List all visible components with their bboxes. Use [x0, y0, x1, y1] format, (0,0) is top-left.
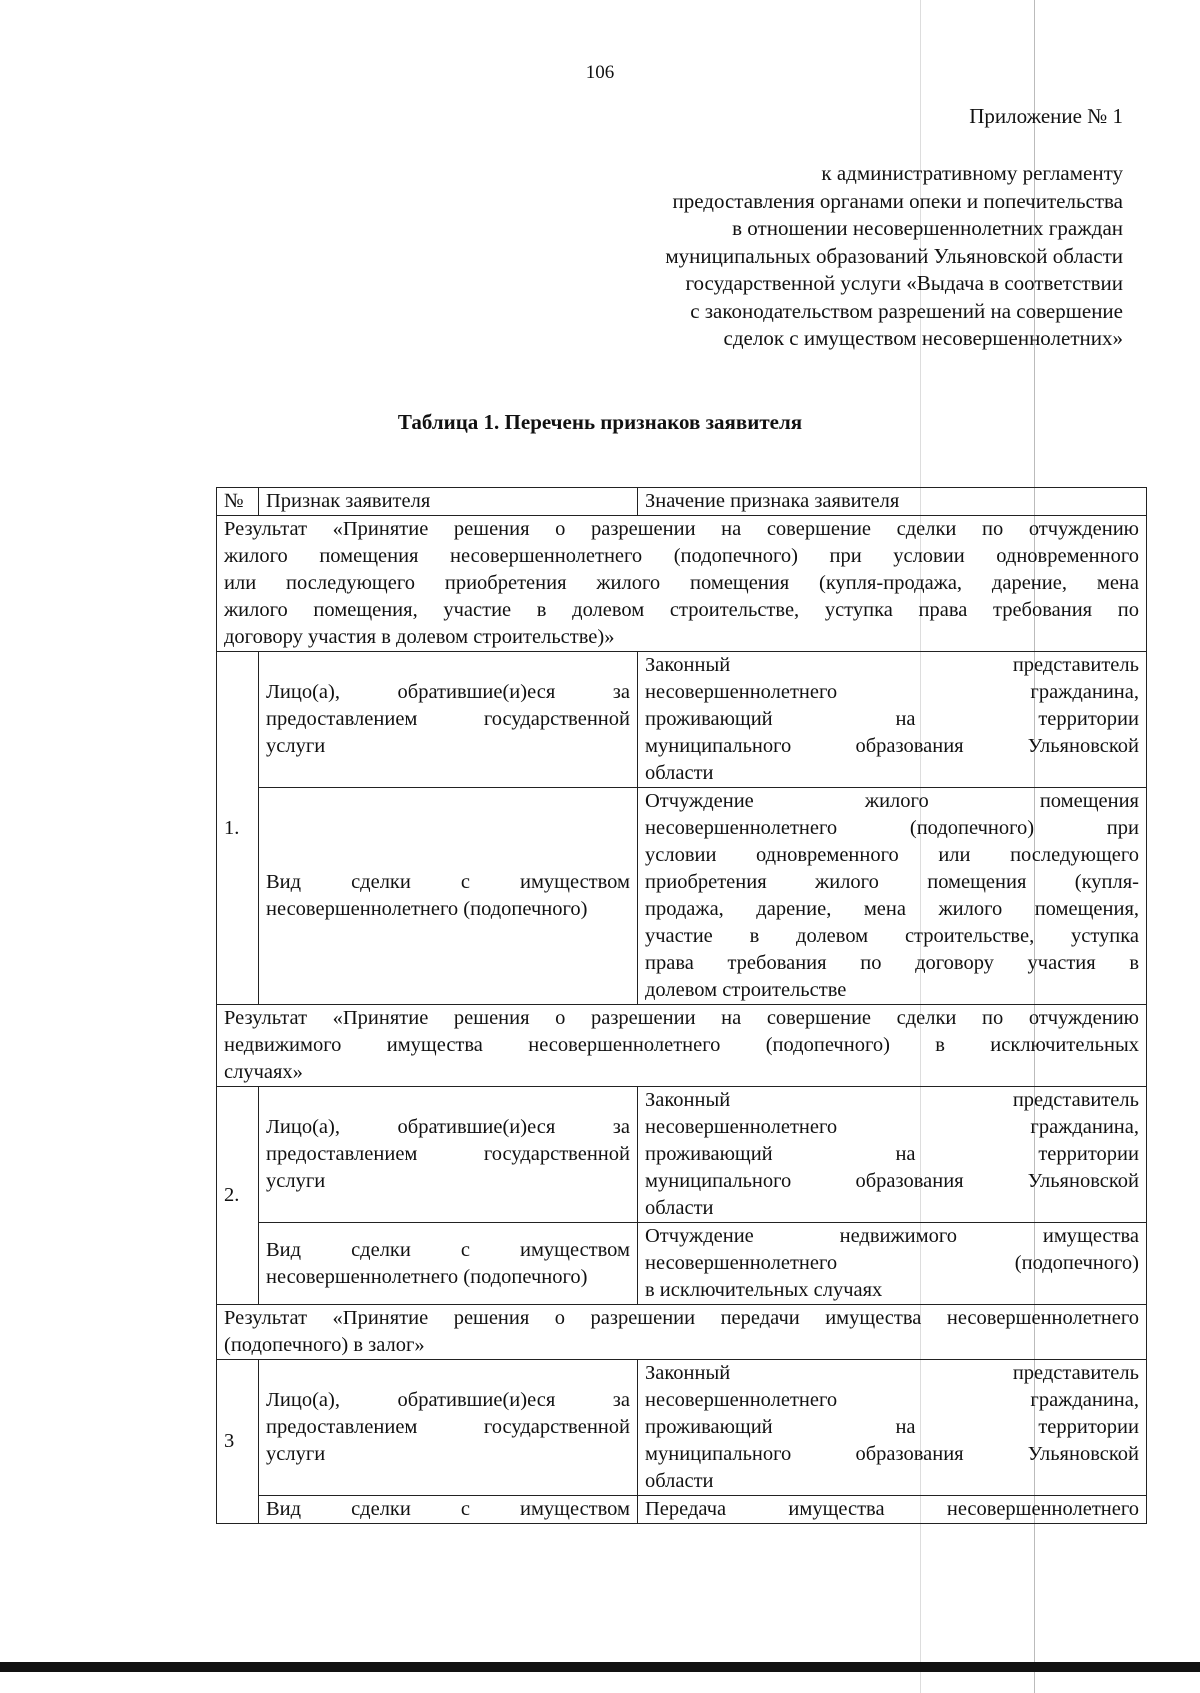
value-line: долевом строительстве [645, 979, 847, 1001]
value-line: Законный представитель [645, 1089, 1139, 1111]
value-cell [638, 1360, 1147, 1496]
value-cell [638, 1087, 1147, 1223]
result-line: жилого помещения несовершеннолетнего (подопечного) при условии одновременного [224, 545, 1139, 567]
value-cell [638, 1223, 1147, 1305]
attribute-cell: Лицо(а), обратившие(и)еся за предоставлением государственной услуги [259, 652, 638, 788]
table-title: Таблица 1. Перечень признаков заявителя [397, 410, 803, 434]
value-line: приобретения жилого помещения (купля- [645, 871, 1139, 893]
scan-border [0, 1662, 1200, 1672]
value-line: Передача имущества несовершеннолетнего [645, 1498, 1139, 1520]
value-line: проживающий на территории [645, 1416, 1139, 1438]
value-line: муниципального образования Ульяновской [645, 1170, 1139, 1192]
result-line: (подопечного) в залог» [224, 1334, 425, 1356]
applicant-attributes-table [216, 487, 1147, 1524]
table-row [217, 1223, 1147, 1305]
value-line: несовершеннолетнего гражданина, [645, 1116, 1139, 1138]
value-cell [638, 788, 1147, 1005]
value-line: муниципального образования Ульяновской [645, 735, 1139, 757]
value-line: несовершеннолетнего гражданина, [645, 681, 1139, 703]
value-line: проживающий на территории [645, 708, 1139, 730]
appendix-subtitle [665, 160, 1123, 353]
value-line: несовершеннолетнего (подопечного) при [645, 817, 1139, 839]
value-line: области [645, 1197, 714, 1219]
appendix-subtitle-line: сделок с имуществом несовершеннолетних» [723, 326, 1123, 350]
appendix-subtitle-line: в отношении несовершеннолетних граждан [732, 216, 1123, 240]
row-number: 1. [217, 652, 259, 1005]
attribute-cell [259, 1496, 638, 1524]
attribute-line: Вид сделки с имуществом [266, 1498, 630, 1520]
value-line: области [645, 762, 714, 784]
table-header-row [217, 488, 1147, 516]
appendix-subtitle-line: к административному регламенту [821, 161, 1123, 185]
value-line: в исключительных случаях [645, 1279, 883, 1301]
appendix-title: Приложение № 1 [969, 104, 1123, 128]
result-line: Результат «Принятие решения о разрешении передачи имущества несовершеннолетнего [224, 1307, 1139, 1329]
result-line: недвижимого имущества несовершеннолетнего (подопечного) в исключительных [224, 1034, 1139, 1056]
result-cell [217, 1005, 1147, 1087]
header-value: Значение признака заявителя [638, 488, 1147, 516]
value-line: несовершеннолетнего (подопечного) [645, 1252, 1139, 1274]
table-row [217, 788, 1147, 1005]
value-line: Законный представитель [645, 654, 1139, 676]
attribute-cell: Лицо(а), обратившие(и)еся за предоставлением государственной услуги [259, 1360, 638, 1496]
value-line: Отчуждение жилого помещения [645, 790, 1139, 812]
page-number: 106 [585, 62, 615, 83]
table-row [217, 1496, 1147, 1524]
value-line: Законный представитель [645, 1362, 1139, 1384]
result-line: или последующего приобретения жилого помещения (купля-продажа, дарение, мена [224, 572, 1139, 594]
result-line: Результат «Принятие решения о разрешении на совершение сделки по отчуждению [224, 1007, 1139, 1029]
value-line: Отчуждение недвижимого имущества [645, 1225, 1139, 1247]
row-number: 3 [217, 1360, 259, 1524]
value-line: продажа, дарение, мена жилого помещения, [645, 898, 1139, 920]
value-line: условии одновременного или последующего [645, 844, 1139, 866]
header-attribute: Признак заявителя [259, 488, 638, 516]
value-line: проживающий на территории [645, 1143, 1139, 1165]
appendix-subtitle-line: муниципальных образований Ульяновской области [665, 243, 1123, 268]
appendix-subtitle-line: с законодательством разрешений на совершение [690, 298, 1123, 323]
result-row [217, 516, 1147, 652]
result-line: случаях» [224, 1061, 303, 1083]
result-cell [217, 516, 1147, 652]
value-line: области [645, 1470, 714, 1492]
value-line: муниципального образования Ульяновской [645, 1443, 1139, 1465]
value-line: права требования по договору участия в [645, 952, 1139, 974]
result-row [217, 1005, 1147, 1087]
value-cell [638, 652, 1147, 788]
table-row [217, 1360, 1147, 1496]
appendix-subtitle-line: государственной услуги «Выдача в соответствии [685, 271, 1123, 295]
result-line: Результат «Принятие решения о разрешении на совершение сделки по отчуждению [224, 518, 1139, 540]
result-line: жилого помещения, участие в долевом строительстве, уступка права требования по [224, 599, 1139, 621]
appendix-subtitle-line: предоставления органами опеки и попечительства [672, 188, 1123, 213]
value-line: участие в долевом строительстве, уступка [645, 925, 1139, 947]
attribute-cell: Лицо(а), обратившие(и)еся за предоставлением государственной услуги [259, 1087, 638, 1223]
value-line: несовершеннолетнего гражданина, [645, 1389, 1139, 1411]
result-cell [217, 1305, 1147, 1360]
row-number: 2. [217, 1087, 259, 1305]
result-line: договору участия в долевом строительстве)» [224, 626, 615, 648]
result-row [217, 1305, 1147, 1360]
attribute-cell: Вид сделки с имуществом несовершеннолетнего (подопечного) [259, 1223, 638, 1305]
header-number: № [217, 488, 259, 516]
table-row [217, 652, 1147, 788]
value-cell [638, 1496, 1147, 1524]
attribute-cell: Вид сделки с имуществом несовершеннолетнего (подопечного) [259, 788, 638, 1005]
table-row [217, 1087, 1147, 1223]
